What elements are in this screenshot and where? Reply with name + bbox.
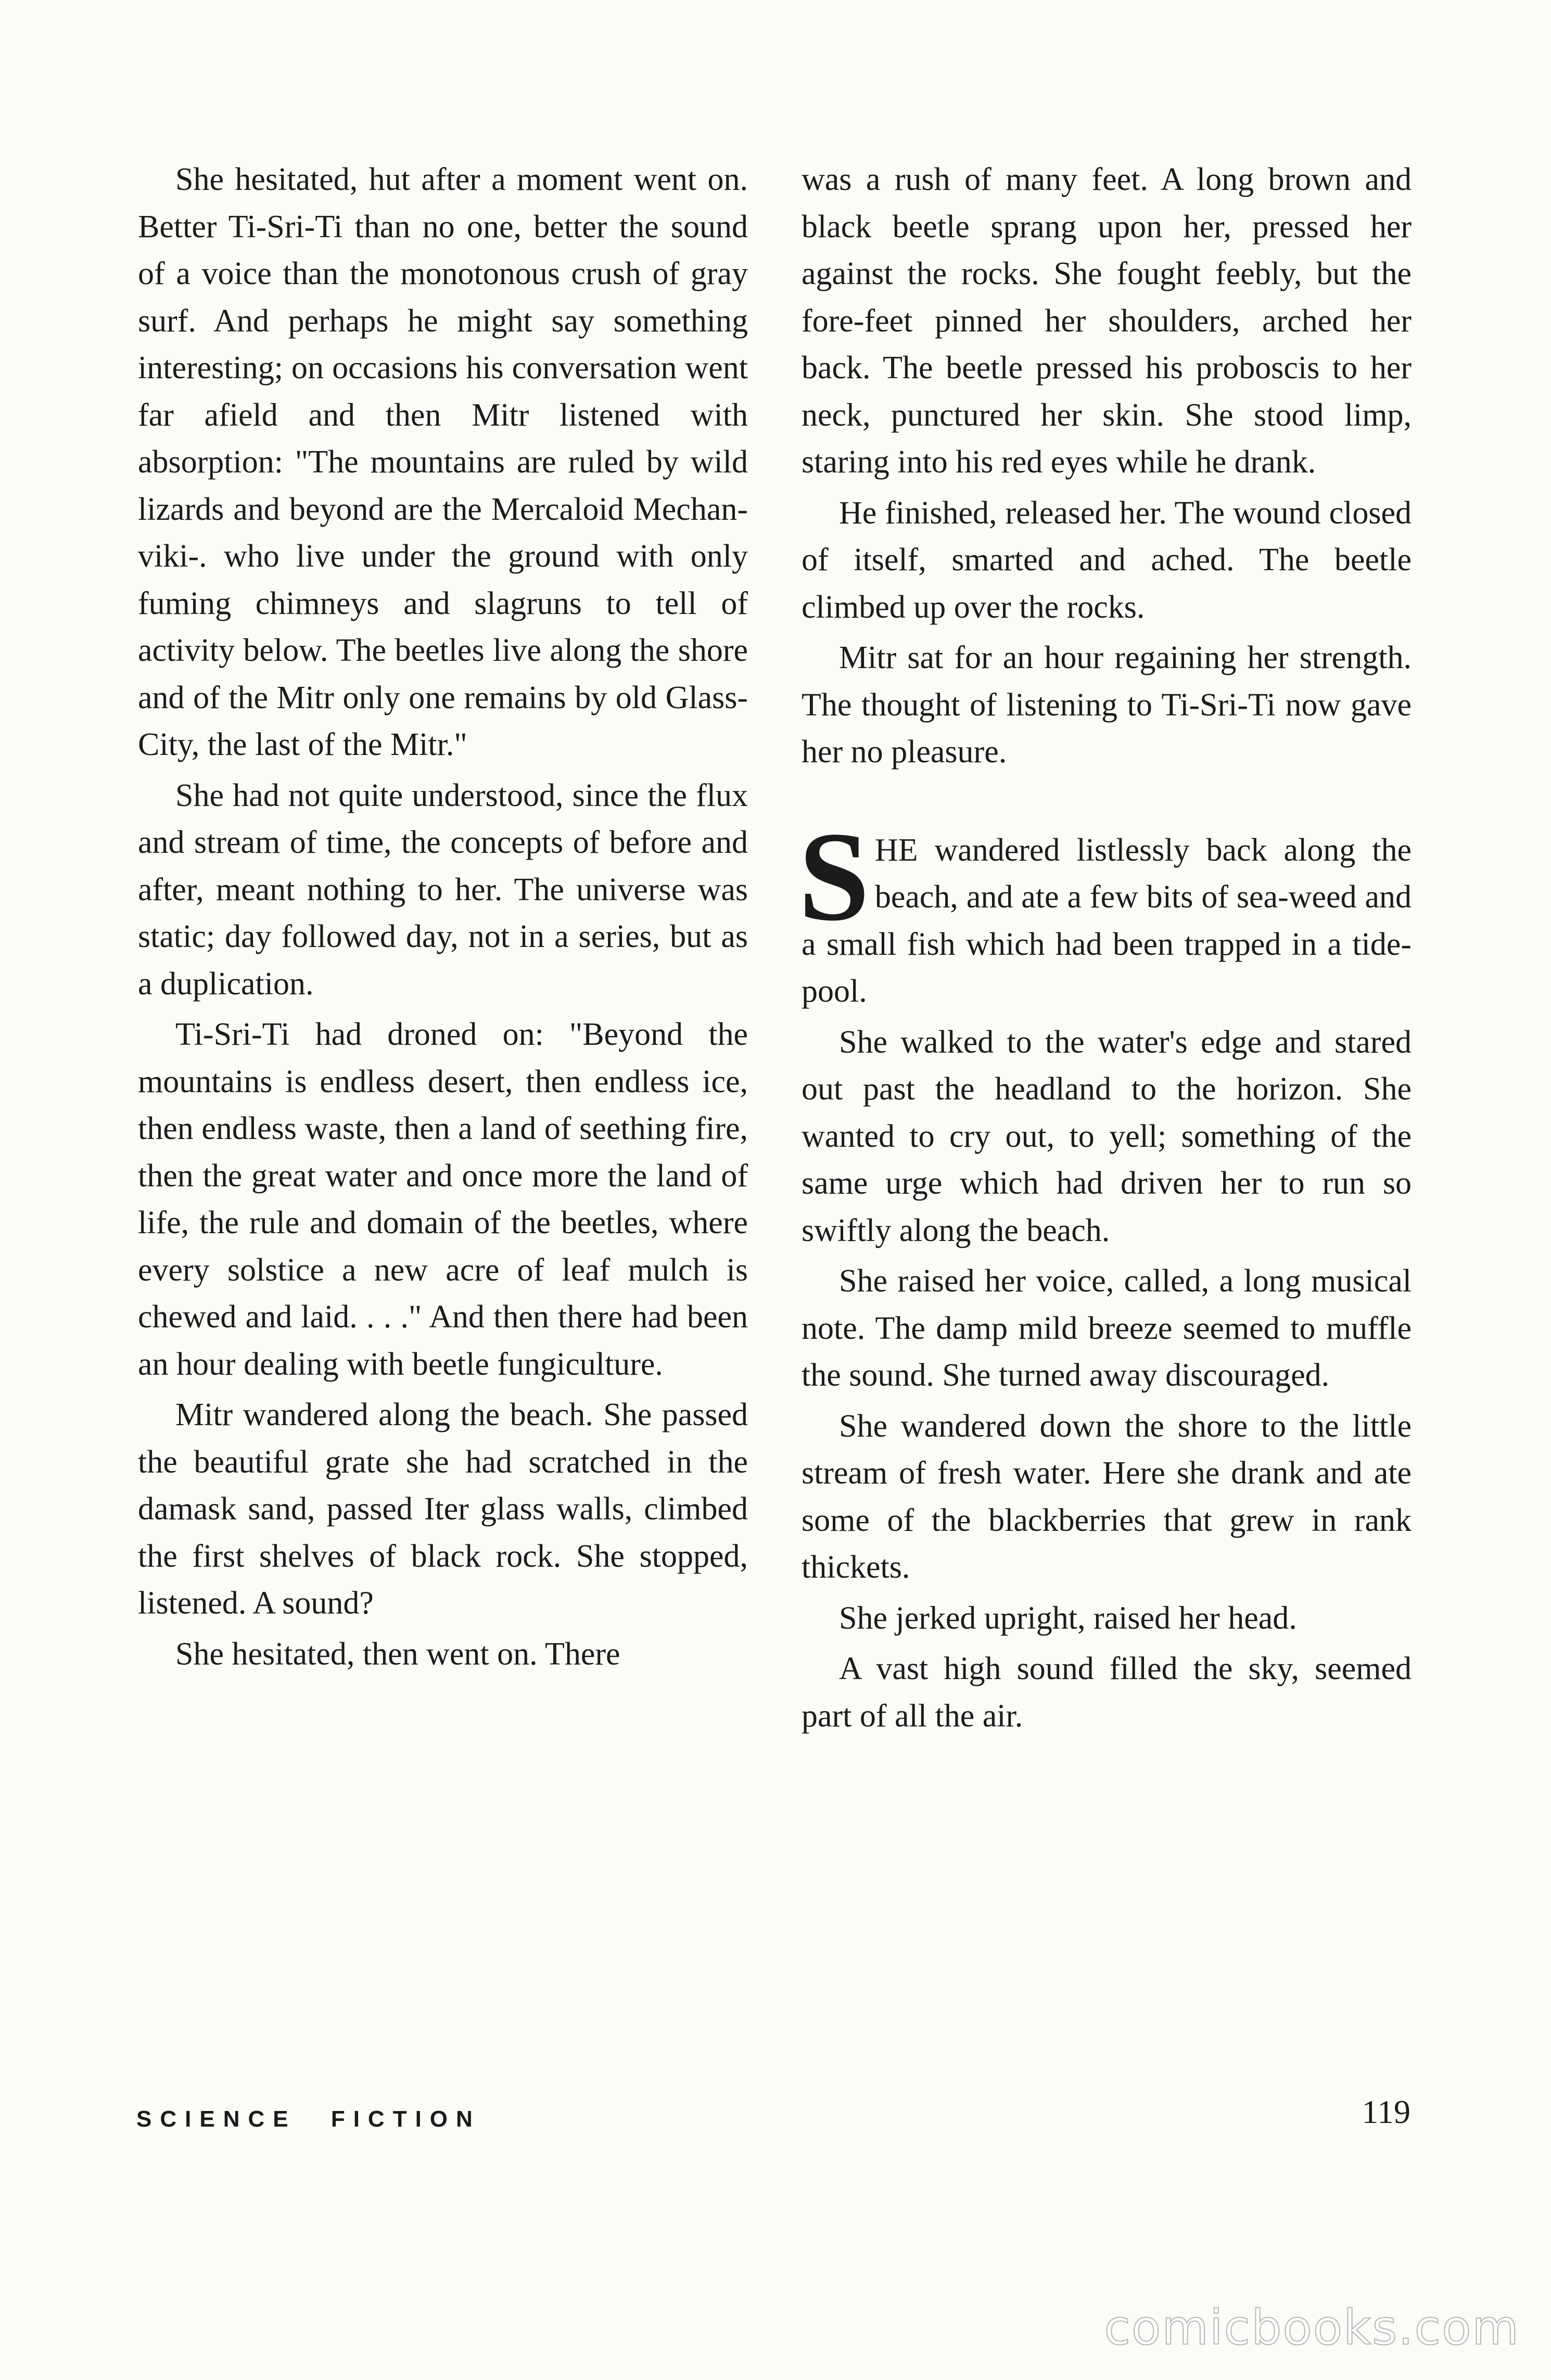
watermark: comicbooks.com xyxy=(1104,2300,1520,2356)
running-footer-title: SCIENCE FICTION xyxy=(136,2106,481,2132)
paragraph: Mitr wandered along the beach. She passed the beautiful grate she had scratched in the damask sand, passed Iter glass walls, climbed the first shelves of black rock. She stopped, listened. A sound? xyxy=(138,1397,748,1621)
section-opening-text: HE wandered listlessly back along the beach, and ate a few bits of sea-weed and a small fish which had been trapped in a tidepool. xyxy=(802,832,1412,1009)
paragraph: She wandered down the shore to the little stream of fresh water. Here she drank and ate some of the blackberries that grew in rank thickets. xyxy=(802,1408,1412,1585)
section-opening-paragraph xyxy=(798,805,1412,1015)
paragraph: She hesitated, hut after a moment went on. Better Ti-Sri-Ti than no one, better the sound of a voice than the monotonous crush of gray surf. And perhaps he might say something interesting; on occasions his conversation went far afield and then Mitr listened with absorption: "The mountains are ruled by wild lizards and beyond are the Mercaloid Mechanviki-. who live under the ground with only fuming chimneys and slagruns to tell of activity below. The beetles live along the shore and of the Mitr only one remains by old Glass- City, the last of the Mitr." xyxy=(138,162,748,762)
paragraph: Mitr sat for an hour regaining her strength. The thought of listening to Ti-Sri-Ti now gave her no pleasure. xyxy=(802,640,1412,770)
paragraph: A vast high sound filled the sky, seemed part of all the air. xyxy=(802,1651,1412,1734)
paragraph: Ti-Sri-Ti had droned on: "Beyond the mountains is endless desert, then endless ice, then endless waste, then a land of seething fire, then the great water and once more the land of life, the rule and domain of the beetles, where every solstice a new acre of leaf mulch is chewed and laid. . . ." And then there had been an hour dealing with beetle fungiculture. xyxy=(138,1017,748,1382)
paragraph: She raised her voice, called, a long musical note. The damp mild breeze seemed to muffle the sound. She turned away discouraged. xyxy=(802,1263,1412,1393)
paragraph: He finished, released her. The wound closed of itself, smarted and ached. The beetle climbed up over the rocks. xyxy=(802,495,1412,625)
drop-cap: S xyxy=(798,805,870,948)
page-number: 119 xyxy=(1362,2093,1410,2130)
right-column xyxy=(798,156,1412,1743)
continued-paragraph: was a rush of many feet. A long brown and black beetle sprang upon her, pressed her against the rocks. She fought feebly, but the fore-feet pinned her shoulders, arched her back. The beetle pressed his proboscis to her neck, punctured her skin. She stood limp, staring into his red eyes while he drank. xyxy=(802,162,1412,480)
paragraph: She had not quite understood, since the flux and stream of time, the concepts of before and after, meant nothing to her. The universe was static; day followed day, not in a series, but as a duplication. xyxy=(138,777,748,1002)
paragraph: She walked to the water's edge and stared out past the headland to the horizon. She wanted to cry out, to yell; something of the same urge which had driven her to run so swiftly along the beach. xyxy=(802,1024,1412,1248)
left-column xyxy=(138,156,748,1681)
paragraph: She jerked upright, raised her head. xyxy=(839,1600,1297,1636)
paragraph: She hesitated, then went on. There xyxy=(175,1636,620,1672)
